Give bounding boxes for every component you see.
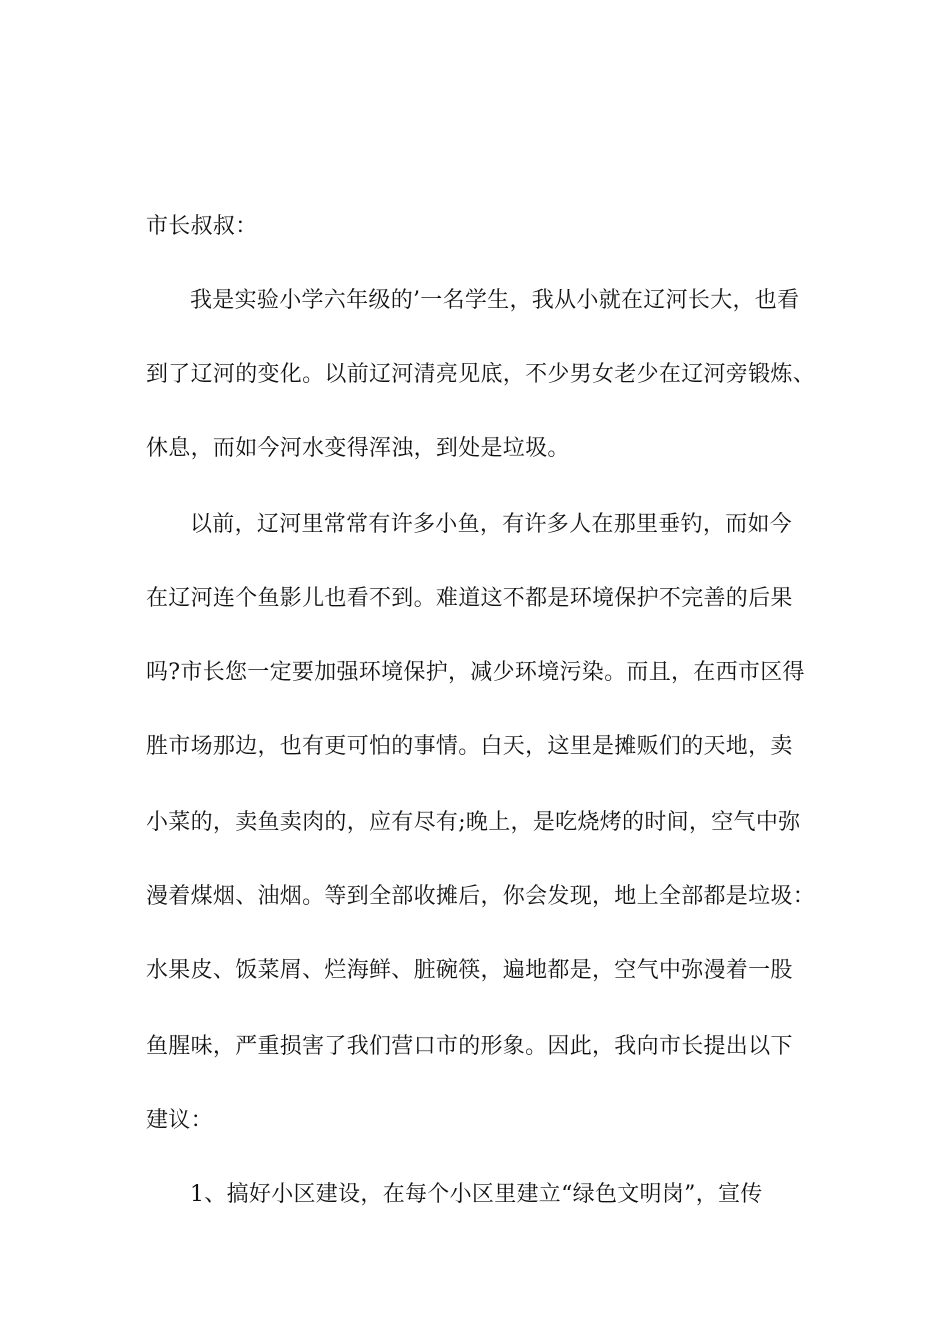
salutation: 市长叔叔： bbox=[146, 214, 258, 239]
paragraph-line: 水果皮、饭菜屑、烂海鲜、脏碗筷，遍地都是，空气中弥漫着一股 bbox=[146, 958, 793, 983]
paragraph-line: 到了辽河的变化。以前辽河清亮见底，不少男女老少在辽河旁锻炼、 bbox=[146, 362, 816, 387]
paragraph-line: 小菜的，卖鱼卖肉的，应有尽有;晚上，是吃烧烤的时间，空气中弥 bbox=[146, 810, 801, 835]
paragraph-line: 我是实验小学六年级的’一名学生，我从小就在辽河长大，也看 bbox=[190, 288, 800, 313]
paragraph-line: 休息，而如今河水变得浑浊，到处是垃圾。 bbox=[146, 436, 570, 461]
list-item: 1、搞好小区建设，在每个小区里建立“绿色文明岗”，宣传 bbox=[190, 1182, 763, 1207]
paragraph-line: 在辽河连个鱼影儿也看不到。难道这不都是环境保护不完善的后果 bbox=[146, 586, 793, 611]
paragraph-line: 鱼腥味，严重损害了我们营口市的形象。因此，我向市长提出以下 bbox=[146, 1034, 793, 1059]
paragraph-line: 漫着煤烟、油烟。等到全部收摊后，你会发现，地上全部都是垃圾： bbox=[146, 884, 816, 909]
paragraph-line: 吗?市长您一定要加强环境保护，减少环境污染。而且，在西市区得 bbox=[146, 660, 805, 685]
paragraph-line: 建议： bbox=[146, 1108, 213, 1133]
paragraph-line: 以前，辽河里常常有许多小鱼，有许多人在那里垂钓，而如今 bbox=[190, 512, 793, 537]
paragraph-line: 胜市场那边，也有更可怕的事情。白天，这里是摊贩们的天地，卖 bbox=[146, 734, 793, 759]
